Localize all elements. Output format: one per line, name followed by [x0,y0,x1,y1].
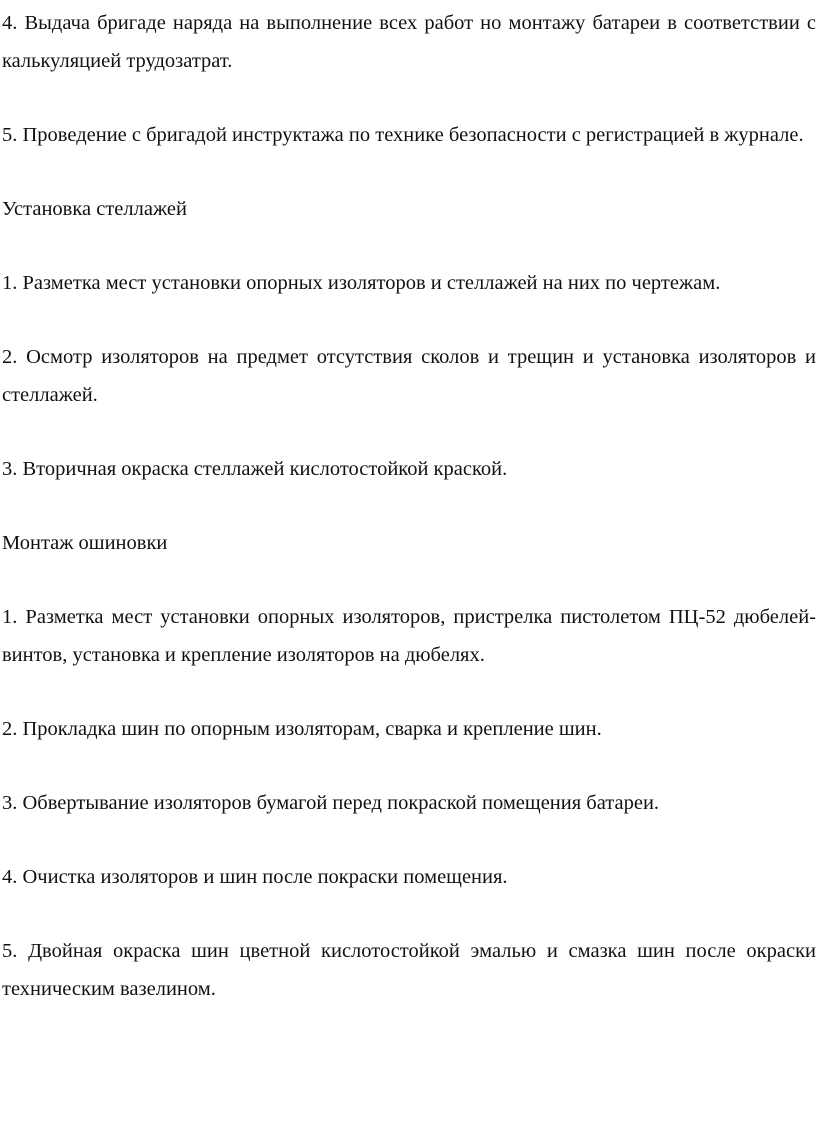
paragraph-gap [2,822,816,858]
paragraph-gap [2,80,816,116]
paragraph-gap [2,302,816,338]
paragraph-busbars-1: 1. Разметка мест установки опорных изоляторов, пристрелка пистолетом ПЦ-52 дюбелей-винтов, установка и крепление изоляторов на дюбелях. [2,606,816,666]
paragraph-racks-2: 2. Осмотр изоляторов на предмет отсутствия сколов и трещин и установка изоляторов и стеллажей. [2,346,816,406]
paragraph-busbars-2: 2. Прокладка шин по опорным изоляторам, сварка и крепление шин. [2,718,602,740]
paragraph-gap [2,896,816,932]
section-heading-racks: Установка стеллажей [2,198,187,220]
paragraph-gap [2,674,816,710]
paragraph-busbars-3: 3. Обвертывание изоляторов бумагой перед покраской помещения батареи. [2,792,660,814]
paragraph-gap [2,228,816,264]
paragraph-racks-1: 1. Разметка мест установки опорных изоляторов и стеллажей на них по чертежам. [2,272,721,294]
paragraph-busbars-4: 4. Очистка изоляторов и шин после покраски помещения. [2,866,508,888]
paragraph-racks-3: 3. Вторичная окраска стеллажей кислотостойкой краской. [2,458,508,480]
paragraph-busbars-5: 5. Двойная окраска шин цветной кислотостойкой эмалью и смазка шин после окраски техническим вазелином. [2,940,816,1000]
paragraph-4-brigade-order: 4. Выдача бригаде наряда на выполнение всех работ но монтажу батареи в соответствии с калькуляцией трудозатрат. [2,12,816,72]
paragraph-gap [2,154,816,190]
section-heading-busbars: Монтаж ошиновки [2,532,168,554]
paragraph-gap [2,414,816,450]
paragraph-gap [2,488,816,524]
paragraph-5-safety-briefing: 5. Проведение с бригадой инструктажа по технике безопасности с регистрацией в журнале. [2,124,804,146]
paragraph-gap [2,562,816,598]
paragraph-gap [2,748,816,784]
